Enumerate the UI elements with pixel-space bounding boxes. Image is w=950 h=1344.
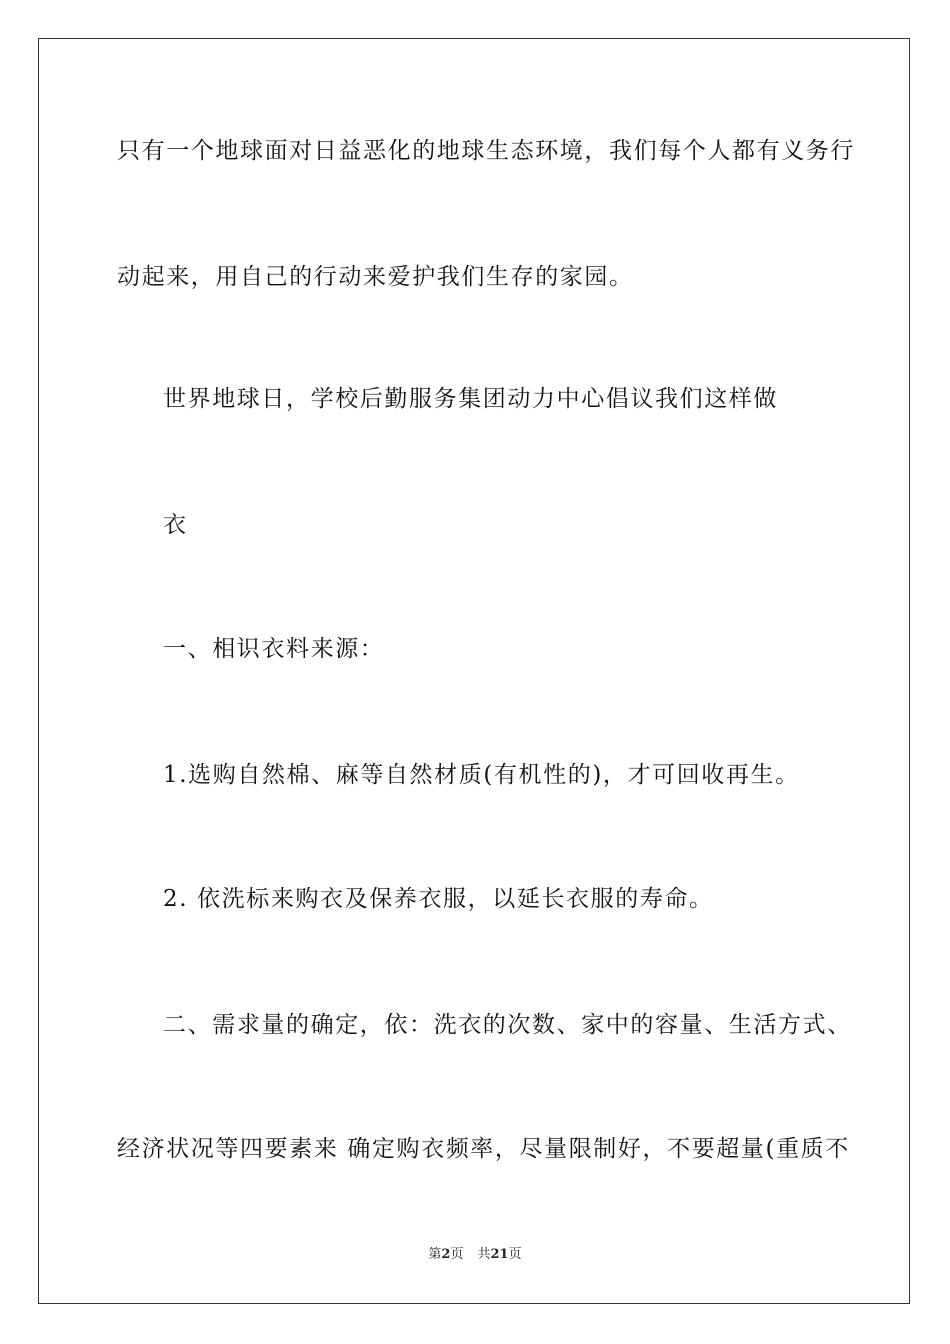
list-item-2: 2. 依洗标来购衣及保养衣服，以延长衣服的寿命。 <box>163 886 714 912</box>
footer-total-suffix: 页 <box>508 1247 522 1262</box>
subheading-demand: 二、需求量的确定，依：洗衣的次数、家中的容量、生活方式、 <box>163 1012 852 1038</box>
footer-total-pages: 21 <box>490 1247 509 1262</box>
footer-page-prefix: 第 <box>428 1247 442 1262</box>
footer-page-suffix: 页 <box>450 1247 464 1262</box>
section-heading-clothing: 衣 <box>163 512 188 538</box>
footer-total-prefix: 共 <box>477 1247 491 1262</box>
page-border <box>38 38 910 1304</box>
paragraph-line-1: 只有一个地球面对日益恶化的地球生态环境，我们每个人都有义务行 <box>117 138 855 164</box>
footer-page-number: 2 <box>441 1247 451 1262</box>
paragraph-line-9: 经济状况等四要素来 确定购衣频率，尽量限制好，不要超量(重质不 <box>117 1136 850 1162</box>
subheading-fabric-source: 一、相识衣料来源： <box>163 636 385 662</box>
paragraph-line-2: 动起来，用自己的行动来爱护我们生存的家园。 <box>117 264 634 290</box>
list-item-1: 1.选购自然棉、麻等自然材质(有机性的)，才可回收再生。 <box>163 762 800 788</box>
paragraph-line-3: 世界地球日，学校后勤服务集团动力中心倡议我们这样做 <box>163 386 778 412</box>
page-footer <box>0 1246 950 1264</box>
